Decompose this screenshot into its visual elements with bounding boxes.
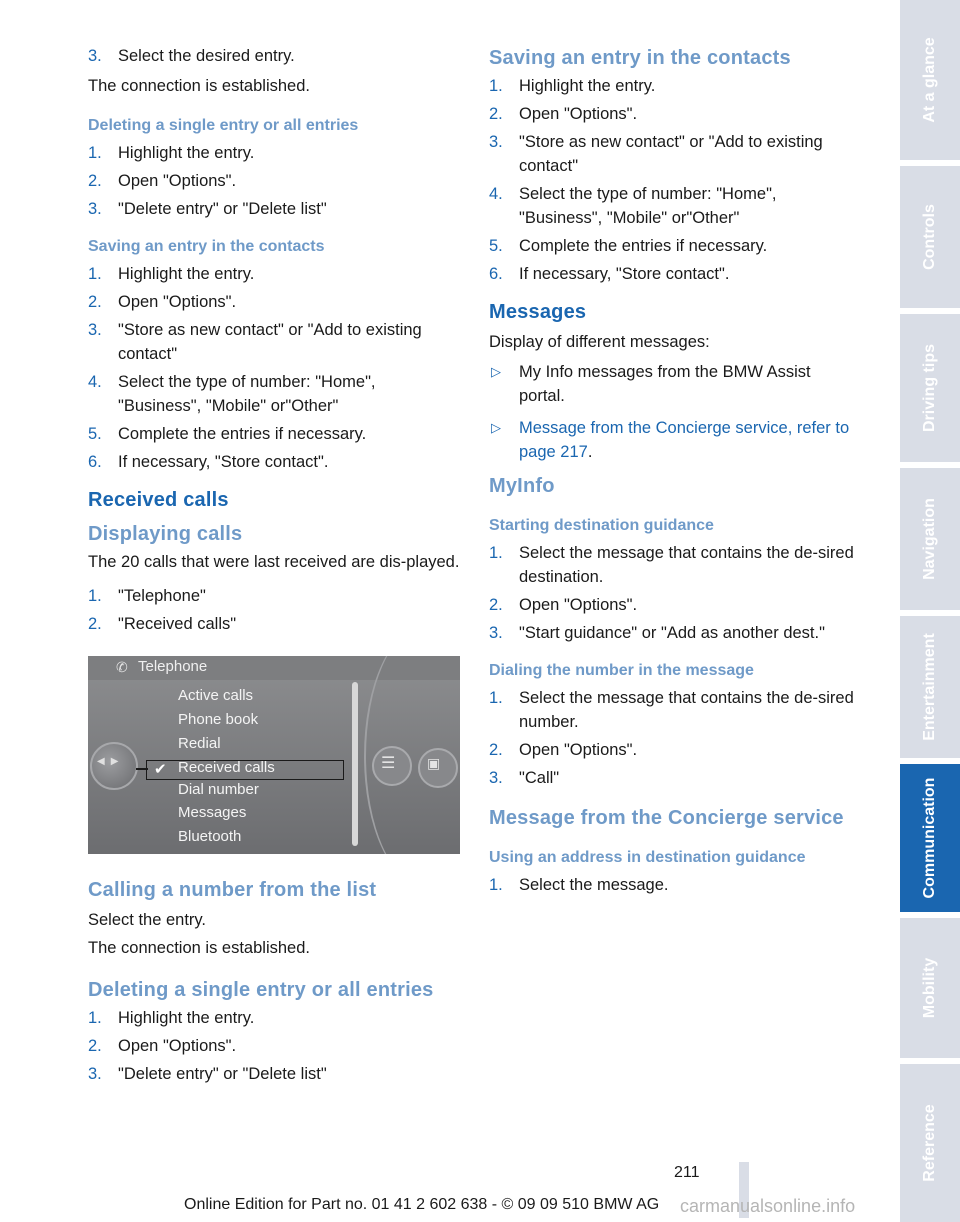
list-item: 2. Open "Options". bbox=[88, 293, 237, 311]
list-item: 5. Complete the entries if necessary. bbox=[88, 425, 367, 443]
received-calls-heading: Received calls bbox=[88, 489, 229, 511]
list-item: 6. If necessary, "Store contact". bbox=[489, 265, 730, 283]
telephone-icon: ✆ bbox=[116, 659, 128, 675]
menu-item-selected: Received calls bbox=[178, 759, 275, 776]
list-item: 2. Open "Options". bbox=[88, 172, 237, 190]
menu-item: Active calls bbox=[178, 687, 254, 704]
displaying-text: The 20 calls that were last received are dis-played. bbox=[88, 553, 460, 571]
using-steps-list bbox=[489, 873, 861, 897]
using-heading: Using an address in destination guidance bbox=[489, 849, 806, 866]
tab-reference[interactable]: Reference bbox=[900, 1064, 960, 1222]
list-item: ▷ My Info messages from the BMW Assist portal. bbox=[489, 360, 861, 408]
dialing-heading: Dialing the number in the message bbox=[489, 662, 754, 679]
menu-item: Messages bbox=[178, 804, 247, 821]
list-item: 1. "Telephone" bbox=[88, 587, 206, 605]
tab-at-a-glance[interactable]: At a glance bbox=[900, 0, 960, 160]
list-item: 2. "Received calls" bbox=[88, 615, 237, 633]
tab-mobility[interactable]: Mobility bbox=[900, 918, 960, 1058]
calling-heading: Calling a number from the list bbox=[88, 879, 377, 901]
page-number: 211 bbox=[674, 1164, 700, 1181]
prev-steps-list bbox=[88, 44, 460, 68]
options-icon: ☰ bbox=[381, 755, 396, 772]
list-item: 3. "Store as new contact" or "Add to existing contact" bbox=[489, 133, 823, 175]
list-item: ▷ Message from the Concierge service, refer to page 217. bbox=[489, 416, 861, 464]
delete-steps-list bbox=[88, 141, 460, 221]
list-item: 2. Open "Options". bbox=[489, 596, 638, 614]
chapter-tabs bbox=[900, 0, 960, 1222]
list-item: 1. Select the message that contains the de-sired destination. bbox=[489, 544, 854, 586]
list-item: 4. Select the type of number: "Home", "Business", "Mobile" or"Other" bbox=[489, 185, 777, 227]
menu-item: Redial bbox=[178, 735, 221, 752]
messages-intro: Display of different messages: bbox=[489, 333, 710, 351]
list-item: 1. Select the message. bbox=[489, 876, 669, 894]
tab-communication[interactable]: Communication bbox=[900, 764, 960, 912]
save-heading-right: Saving an entry in the contacts bbox=[489, 47, 791, 69]
list-item: 3. "Delete entry" or "Delete list" bbox=[88, 200, 327, 218]
delete2-steps-list bbox=[88, 1006, 460, 1086]
list-item: 1. Highlight the entry. bbox=[88, 1009, 255, 1027]
tab-controls[interactable]: Controls bbox=[900, 166, 960, 308]
list-item: 6. If necessary, "Store contact". bbox=[88, 453, 329, 471]
footer-text: Online Edition for Part no. 01 41 2 602 638 - © 09 09 510 BMW AG bbox=[184, 1196, 660, 1213]
save-steps-list-right bbox=[489, 74, 861, 286]
save-steps-list bbox=[88, 262, 460, 474]
list-item: 2. Open "Options". bbox=[489, 741, 638, 759]
starting-steps-list bbox=[489, 541, 861, 645]
list-item: 3. "Store as new contact" or "Add to existing contact" bbox=[88, 321, 422, 363]
save-heading: Saving an entry in the contacts bbox=[88, 238, 325, 255]
menu-item: Bluetooth bbox=[178, 828, 242, 845]
list-item: 2. Open "Options". bbox=[88, 1037, 237, 1055]
delete-heading: Deleting a single entry or all entries bbox=[88, 117, 359, 134]
displaying-calls-heading: Displaying calls bbox=[88, 523, 243, 545]
triangle-bullet-icon: ▷ bbox=[491, 420, 501, 435]
screen-title: Telephone bbox=[138, 658, 208, 675]
list-item: 3. Select the desired entry. bbox=[88, 47, 295, 65]
myinfo-heading: MyInfo bbox=[489, 475, 555, 497]
dialing-steps-list bbox=[489, 686, 861, 790]
messages-bullets bbox=[489, 360, 861, 464]
menu-item: Phone book bbox=[178, 711, 259, 728]
menu-icon: ▣ bbox=[427, 755, 441, 771]
triangle-bullet-icon: ▷ bbox=[491, 364, 501, 379]
checkmark-icon: ✔ bbox=[154, 761, 167, 778]
list-item: 1. Highlight the entry. bbox=[489, 77, 656, 95]
list-item: 1. Highlight the entry. bbox=[88, 265, 255, 283]
list-item: 1. Select the message that contains the de-sired number. bbox=[489, 689, 854, 731]
delete2-heading: Deleting a single entry or all entries bbox=[88, 979, 434, 1001]
tab-entertainment[interactable]: Entertainment bbox=[900, 616, 960, 758]
knob-arrows-icon: ◀▶ bbox=[97, 756, 125, 767]
list-item: 1. Highlight the entry. bbox=[88, 144, 255, 162]
starting-heading: Starting destination guidance bbox=[489, 517, 714, 534]
telephone-screen-image bbox=[88, 656, 460, 854]
list-item: 3. "Start guidance" or "Add as another dest." bbox=[489, 624, 825, 642]
list-item: 2. Open "Options". bbox=[489, 105, 638, 123]
watermark: carmanualsonline.info bbox=[680, 1196, 856, 1216]
concierge-heading: Message from the Concierge service bbox=[489, 807, 844, 829]
menu-item: Dial number bbox=[178, 781, 259, 798]
connection-text-2: The connection is established. bbox=[88, 939, 310, 957]
concierge-page-link[interactable]: Message from the Concierge service, refer to page 217 bbox=[519, 419, 850, 461]
right-column bbox=[489, 44, 861, 901]
list-item: 3. "Delete entry" or "Delete list" bbox=[88, 1065, 327, 1083]
messages-heading: Messages bbox=[489, 301, 587, 323]
tab-navigation[interactable]: Navigation bbox=[900, 468, 960, 610]
left-column bbox=[88, 44, 460, 1090]
connection-text: The connection is established. bbox=[88, 77, 310, 95]
list-item: 3. "Call" bbox=[489, 769, 560, 787]
scrollbar bbox=[352, 682, 358, 846]
calling-text: Select the entry. bbox=[88, 911, 207, 929]
tab-driving-tips[interactable]: Driving tips bbox=[900, 314, 960, 462]
list-item: 5. Complete the entries if necessary. bbox=[489, 237, 768, 255]
list-item: 4. Select the type of number: "Home", "Business", "Mobile" or"Other" bbox=[88, 373, 376, 415]
display-steps-list bbox=[88, 584, 460, 636]
